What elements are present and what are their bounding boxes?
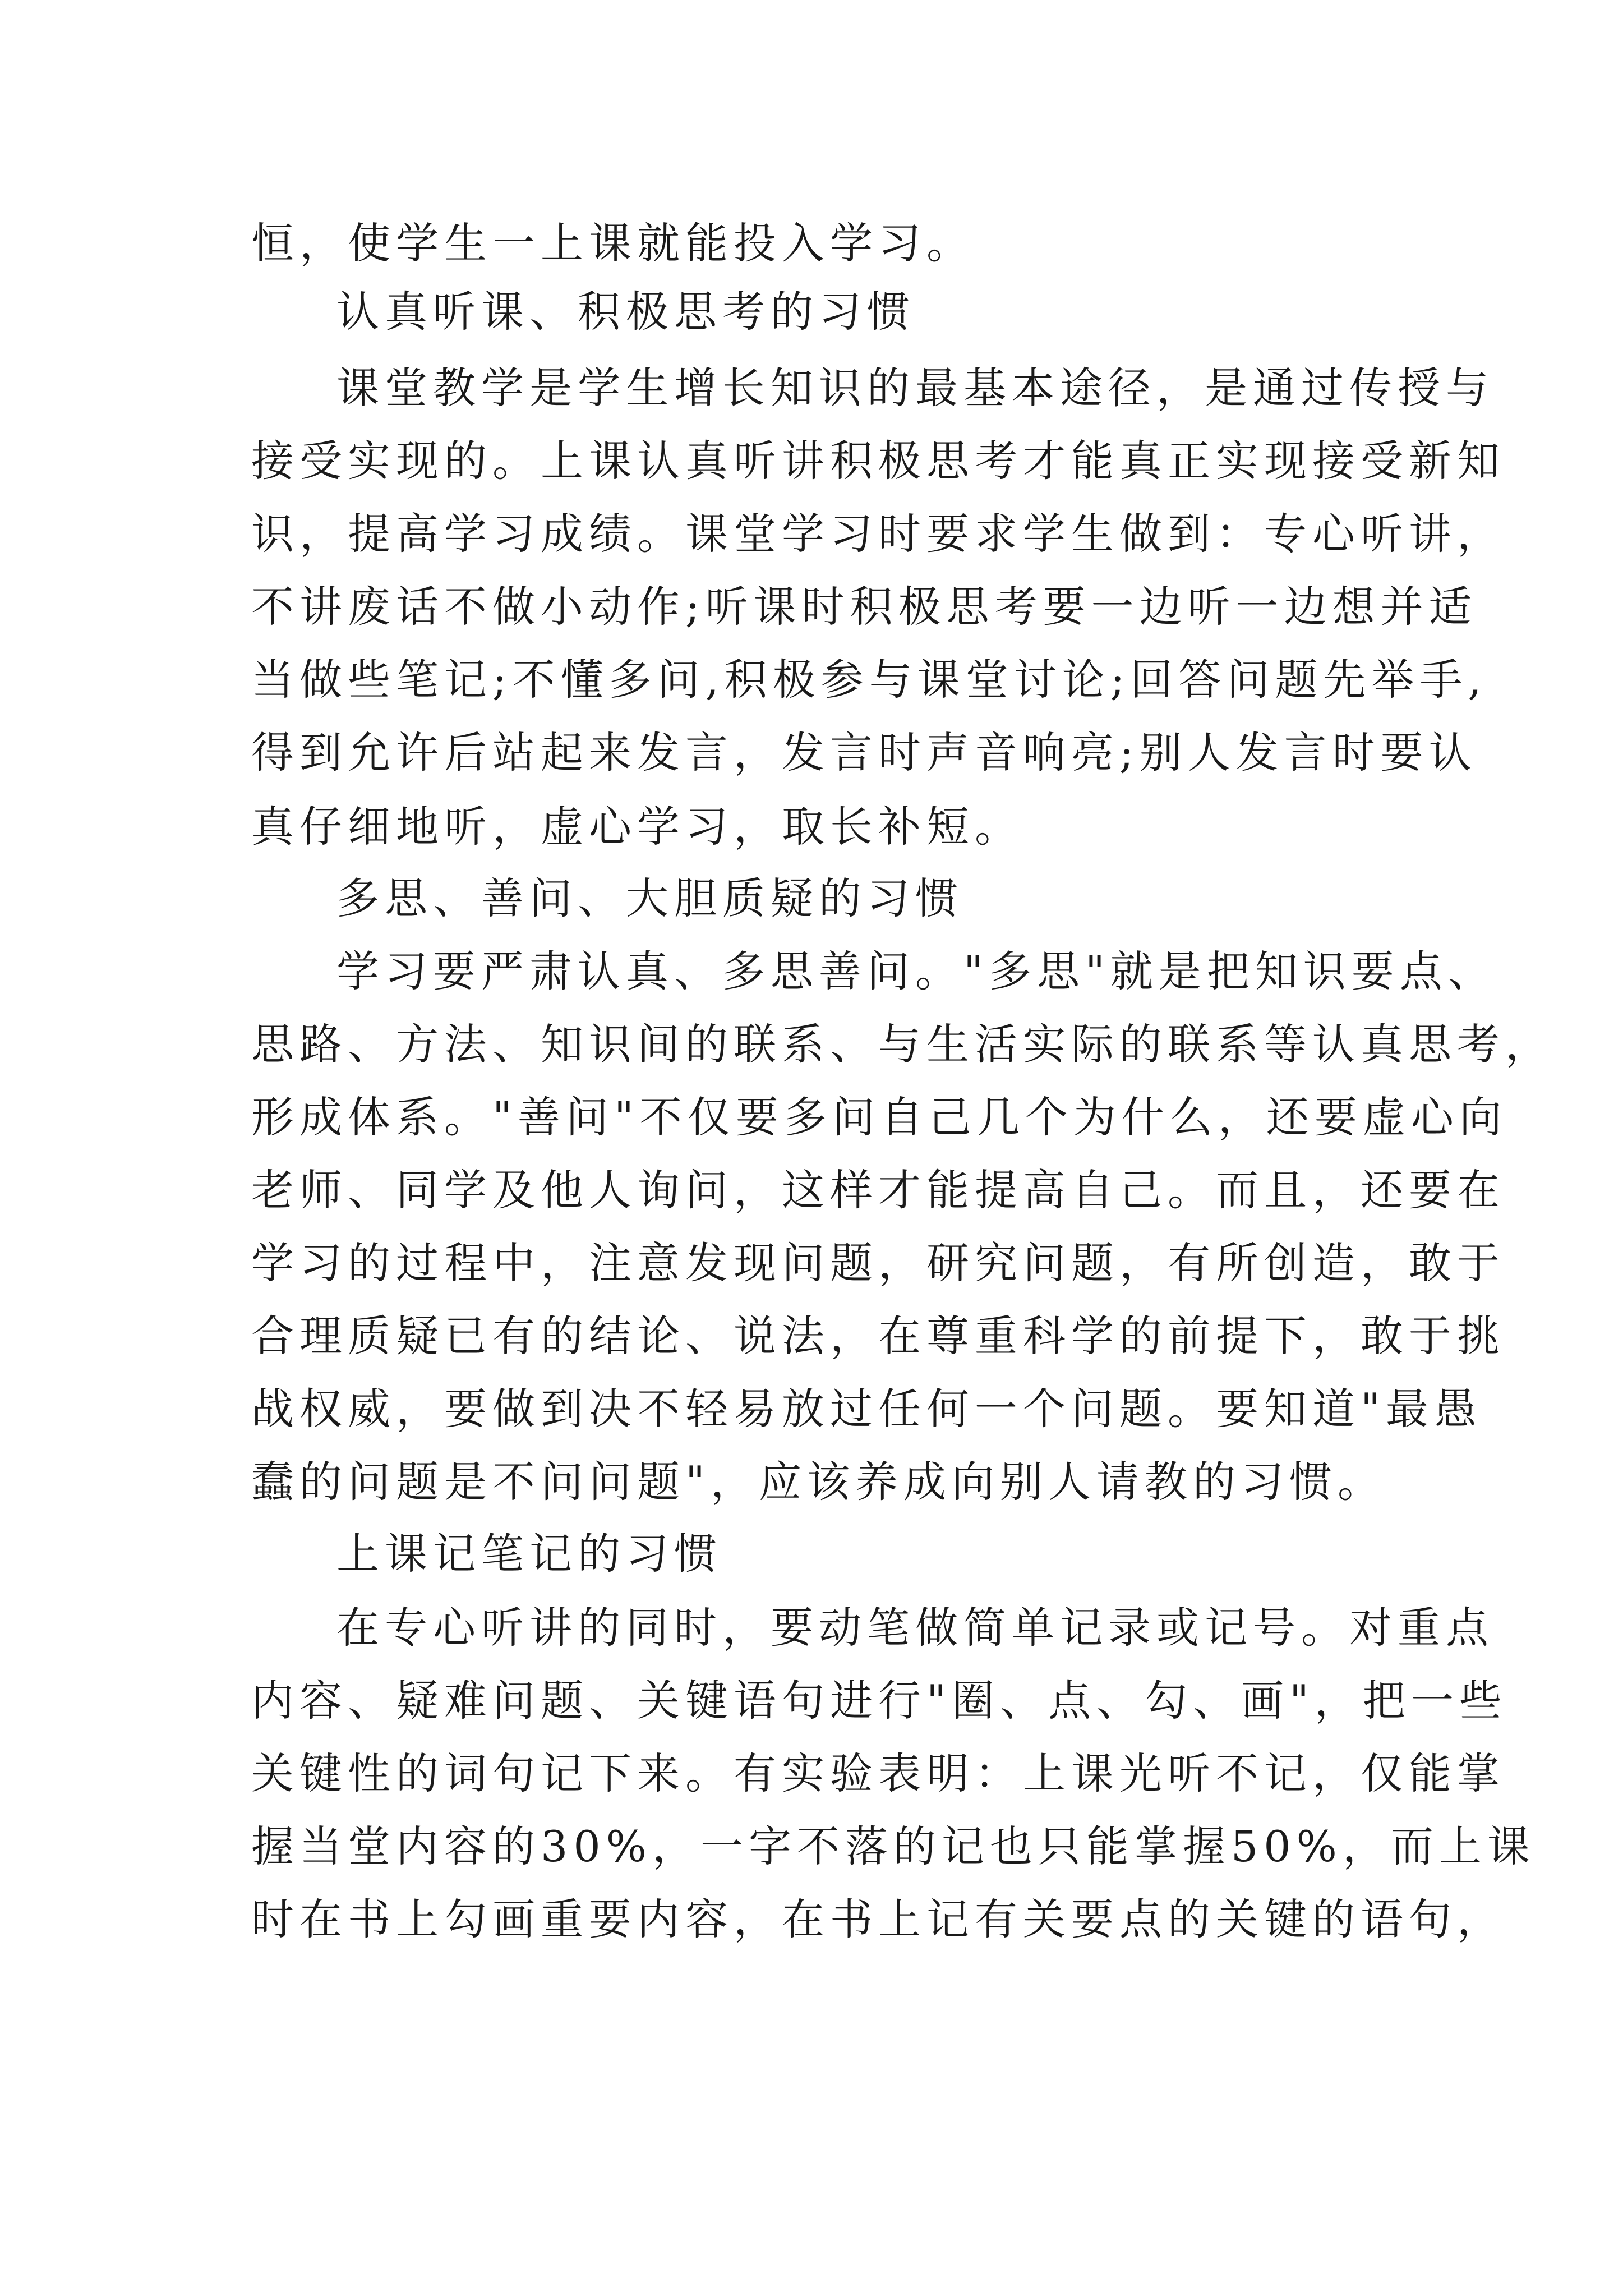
text-line: 课堂教学是学生增长知识的最基本途径，是通过传授与 bbox=[336, 363, 1494, 413]
text-line: 形成体系。"善问"不仅要多问自己几个为什么，还要虚心向 bbox=[251, 1092, 1507, 1142]
text-line: 学习要严肃认真、多思善问。"多思"就是把知识要点、 bbox=[336, 946, 1496, 996]
text-line: 识，提高学习成绩。课堂学习时要求学生做到：专心听讲， bbox=[251, 509, 1505, 559]
text-line: 合理质疑已有的结论、说法，在尊重科学的前提下，敢于挑 bbox=[251, 1311, 1505, 1361]
section-heading: 认真听课、积极思考的习惯 bbox=[336, 287, 915, 337]
section-heading: 上课记笔记的习惯 bbox=[336, 1529, 722, 1579]
text-line: 当做些笔记;不懂多问,积极参与课堂讨论;回答问题先举手, bbox=[251, 655, 1487, 705]
text-line: 内容、疑难问题、关键语句进行"圈、点、勾、画"，把一些 bbox=[251, 1676, 1507, 1726]
text-line: 老师、同学及他人询问，这样才能提高自己。而且，还要在 bbox=[251, 1165, 1505, 1215]
text-line: 真仔细地听，虚心学习，取长补短。 bbox=[251, 802, 1023, 852]
text-line: 恒，使学生一上课就能投入学习。 bbox=[251, 218, 975, 268]
text-line: 时在书上勾画重要内容，在书上记有关要点的关键的语句， bbox=[251, 1894, 1505, 1944]
text-line: 关键性的词句记下来。有实验表明：上课光听不记，仅能掌 bbox=[251, 1749, 1505, 1798]
text-line: 蠢的问题是不问问题"，应该养成向别人请教的习惯。 bbox=[251, 1457, 1386, 1507]
text-line: 得到允许后站起来发言，发言时声音响亮;别人发言时要认 bbox=[251, 728, 1477, 777]
text-line: 接受实现的。上课认真听讲积极思考才能真正实现接受新知 bbox=[251, 436, 1505, 486]
text-line: 战权威，要做到决不轻易放过任何一个问题。要知道"最愚 bbox=[251, 1384, 1482, 1434]
section-heading: 多思、善问、大胆质疑的习惯 bbox=[336, 873, 963, 923]
text-line: 在专心听讲的同时，要动笔做简单记录或记号。对重点 bbox=[336, 1603, 1494, 1653]
text-line: 握当堂内容的30%，一字不落的记也只能掌握50%，而上课 bbox=[251, 1821, 1536, 1871]
text-line: 不讲废话不做小动作;听课时积极思考要一边听一边想并适 bbox=[251, 582, 1477, 632]
text-line: 学习的过程中，注意发现问题，研究问题，有所创造，敢于 bbox=[251, 1238, 1505, 1288]
text-line: 思路、方法、知识间的联系、与生活实际的联系等认真思考， bbox=[251, 1019, 1553, 1069]
